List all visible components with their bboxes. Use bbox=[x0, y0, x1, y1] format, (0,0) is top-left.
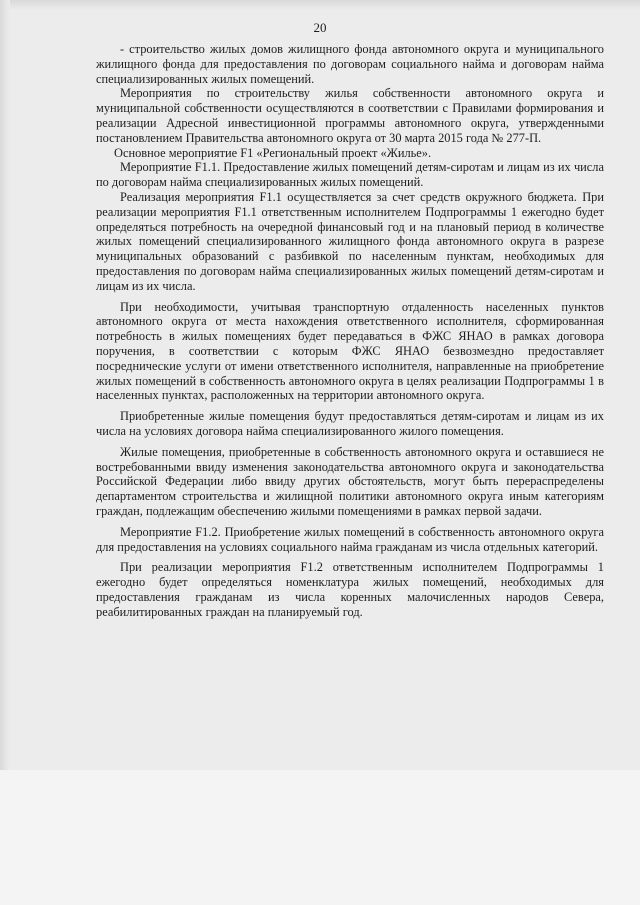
paragraph-transport-remoteness: При необходимости, учитывая транспортную отдаленность населенных пунктов автономного округа от места нахождения ответственного исполнителя, сформированная потребность в жилых помещениях будет передаваться в ФЖС ЯНАО в рамках договора поручения, в соответствии с которым ФЖС ЯНАО безвозмездно предоставляет посреднические услуги от имени ответственного исполнителя, направленные на приобретение жилых помещений в собственность автономного округа в целях реализации Подпрограммы 1 в населенных пунктах, расположенных на территории автономного округа. bbox=[96, 299, 604, 403]
paragraph-main-measure-f1: Основное мероприятие F1 «Региональный проект «Жилье». bbox=[114, 145, 432, 160]
paragraph-acquired-premises: Приобретенные жилые помещения будут предоставляться детям-сиротам и лицам из их числа на условиях договора найма специализированного жилого помещения. bbox=[96, 409, 604, 438]
scan-shadow-left bbox=[0, 0, 10, 770]
paragraph-redistribution: Жилые помещения, приобретенные в собственность автономного округа и оставшиеся не востребованными ввиду изменения законодательства автономного округа и законодательства Российской Федерации либо ввиду других обстоятельств, могут быть перераспределены департаментом строительства и жилищной политики автономного округа иным категориям граждан, подлежащим обеспечению жилыми помещениями в рамках первой задачи. bbox=[96, 444, 604, 518]
paragraph-measure-f1-2-nomenclature: При реализации мероприятия F1.2 ответственным исполнителем Подпрограммы 1 ежегодно будет определяться номенклатура жилых помещений, необходимых для предоставления гражданам из числа коренных малочисленных народов Севера, реабилитированных граждан на планируемый год. bbox=[96, 560, 604, 619]
paragraph-construction-rules: Мероприятия по строительству жилья собственности автономного округа и муниципальной собственности осуществляются в соответствии с Правилами формирования и реализации Адресной инвестиционной программы автономного округа, утвержденными постановлением Правительства автономного округа от 30 марта 2015 года № 277-П. bbox=[96, 86, 604, 145]
paragraph-construction-item: - строительство жилых домов жилищного фонда автономного округа и муниципального жилищного фонда для предоставления по договорам социального найма и договорам найма специализированных жилых помещений. bbox=[96, 42, 604, 86]
scan-shadow-top bbox=[0, 0, 640, 10]
document-body bbox=[96, 42, 604, 619]
paragraph-measure-f1-2-title: Мероприятие F1.2. Приобретение жилых помещений в собственность автономного округа для предоставления на условиях социального найма гражданам из числа отдельных категорий. bbox=[96, 524, 604, 554]
paragraph-measure-f1-1-title: Мероприятие F1.1. Предоставление жилых помещений детям-сиротам и лицам из их числа по договорам найма специализированных жилых помещений. bbox=[96, 160, 604, 190]
page-number: 20 bbox=[313, 20, 327, 35]
paragraph-measure-f1-1-funding: Реализация мероприятия F1.1 осуществляется за счет средств окружного бюджета. При реализации мероприятия F1.1 ответственным исполнителем Подпрограммы 1 ежегодно будет определяться потребность на очередной финансовый год и на плановый период в количестве жилых помещений специализированного жилищного фонда автономного округа в разрезе муниципальных образований с разбивкой по населенным пунктам, необходимых для предоставления по договорам найма специализированных жилых помещений детям-сиротам и лицам из их числа. bbox=[96, 189, 604, 293]
